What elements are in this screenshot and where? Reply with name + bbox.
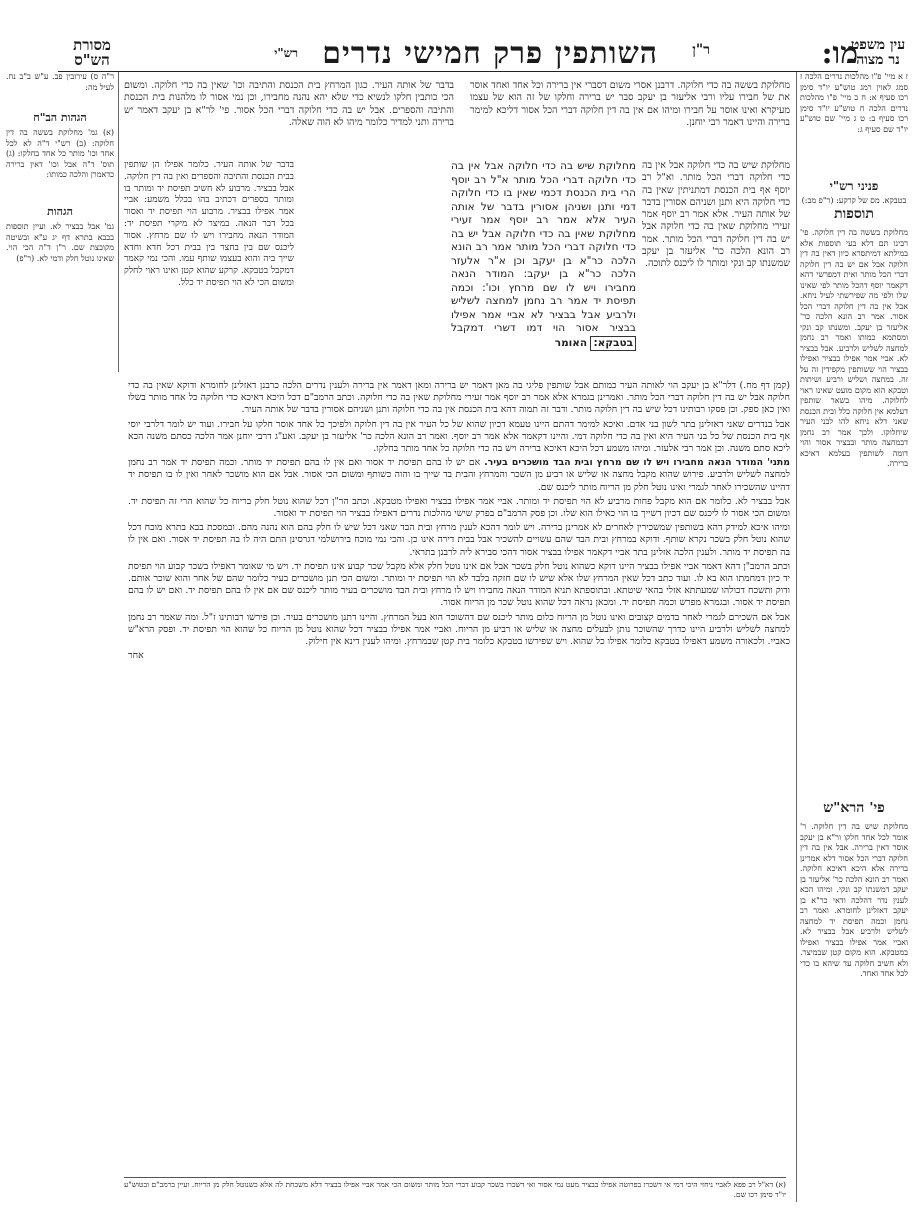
pnei-rashi-text: בטבקא. מס של קרקע: (ר"פ מב:) xyxy=(801,195,907,205)
pnei-rashi-title: פניני רש"י xyxy=(829,179,879,193)
ran-catchword: אחר xyxy=(128,650,144,662)
page-footnote: (א) דא"ל רב פפא לאביי ניחזי היכי דמי אי דשכרו בפרוטה אפילו בבציר מעט נמי אסור ואי דשכרו בשכר קבוע דברי הכל מותר ומשום הכי אמר אביי אפילו בבציר דלא משכחת לה אלא כשנוטל חלק מן הריוח. ועיין ברמב"ם ובטוש"ע יו"ד סימן רכו שם. xyxy=(124,1177,786,1199)
ran-bottom-column xyxy=(128,380,790,1210)
ein-mishpat-heading: עין משפט נר מצוה xyxy=(850,37,906,68)
page-header xyxy=(58,36,906,72)
ran-side-column: מחלוקת שיש בה כדי חלוקה אבל אין בה כדי חלוקה דברי הכל מותר. וא"ל רב יוסף אף בית הכנסת דמתניתין שאין בה כדי חלוקה היא ותנן ושניהם אסורין בדבר של אותה העיר. אלא אמר רב יוסף אמר זעירי מחלוקת שאין בה כדי חלוקה אבל יש בה דין חלוקה דברי הכל מותר. אמר רב הונא הלכה כר' אליעזר בן יעקב שמשנתו קב ונקי ומותר לו ליכנס לתוכה. xyxy=(642,160,790,270)
gemara-next-word: האומר xyxy=(554,336,588,349)
margin-divider-left xyxy=(118,72,119,372)
ran-paragraph: וכתב הרמב"ן דהא דאמר אביי אפילו בבציר היינו דוקא כשהוא נוטל חלק בשכר אבל אם אינו נוטל חלק אלא מקבל שכר קבוע אינו תפיסת יד. ויש מי שאומר דאפילו בשכר קבוע הוי תפיסת יד כיון דמחמתו הוא בא לו. ועוד כתב דכל שאין המרחץ שלו אלא שיש לו שם חזקה בלבד לא הוי תפיסת יד ומותר. ומשום הכי תנן מושכרים בעיר כלומר שהם של אחר והוא שוכר אותם. ודוק ותשכח דכולהו שמעתתא אזלי בהאי שיטתא. ובתוספתא תניא המודר הנאה מחבירו ויש לו מרחץ ובית הבד מושכרים בעיר מותר ליכנס שם אם אין לו בהם תפיסת יד. ואם יש לו בהם תפיסת יד אסור. ובגמרא מפרש וכמה תפיסת יד. ומכאן נראה דכל שהוא נוטל שכר מן הריוח אסור. xyxy=(128,560,790,609)
gemara-boxed-word: בטבקא: xyxy=(590,336,636,352)
ran-paragraph: אבל בנדרים שאני דאזלינן בתר לשון בני אדם. ואיכא למימר דהתם היינו טעמא דכיון שהוא של כל העיר אין בה דין חלוקה ולפיכך כל אחד אוסר חלקו על חבירו. ועוד יש לומר דלרבי יוסי אף בית הכנסת של כל בני העיר היא ואין בה כדי חלוקה דמי. והיינו דקאמר אלא אמר רב יוסף. ואמר רב הונא הלכה כר' אליעזר בן יעקב. ואע"ג דרבי יוחנן אמר הלכה כסתם משנה הכא ליכא סתם משנה. וכן אמר רבי אלעזר. ומיהו משמע דכל היכא דאיכא ברירה ויש בה כדי חלוקה כל אחד מותר בחלקו. xyxy=(128,418,790,455)
hagahot-bach-column: (א) גמ' מחלוקת בששה בה דין חלוקה: (ב) רש"י ד"ה לא לכל אחד וכו' מותר כל אחד בחלקו: (ג) תוס' ד"ה אבל וכו' דאין ברירה כדאמרן והלכה כמותו: xyxy=(6,128,114,179)
hagahot-bach-title: הגהות הב"ח xyxy=(33,112,87,124)
rashi-column: בדבר של אותה העיר. כלומר אפילו הן שותפין בבית הכנסת והתיבה והספרים ואין בה דין חלוקה. אבל בבציר. מרבוע לא חשיב תפיסת יד ומותר בו ומותר בספרים דכתיב בהו בכלל משמע: אביי אמר אפילו בבציר. מרבוע הוי תפיסת יד ואסור בכל דבר הנאה. במיצר לא מיקרי תפיסת יד: המודר הנאה מחבירו ויש לו שם מרחץ. אסור ליכנס שם בין בחצר בין בבית דכל חדא וחדא שייך ביה והוא בעצמו שותף עמו. והכי נמי קאמר דמקבל בטבקא. קרקע שהוא קטן ואינו ראוי לחלק ומשום הכי לא הוי תפיסת יד כלל. xyxy=(124,160,294,288)
rosh-title: פי' הרא"ש xyxy=(823,802,885,815)
ein-mishpat-column: ז א מיי' פ"ו מהלכות נדרים הלכה ז סמג לאוין רמג טוש"ע יו"ד סימן רכו סעיף א: ח ב מיי' פ"ו מהלכות נדרים הלכה ח טוש"ע יו"ד סימן רכו סעיף ב: ט ג מיי' שם טוש"ע יו"ד שם סעיף ג: xyxy=(800,72,908,134)
ran-paragraph: ומיהו איכא למידק דהא בשותפין שמשכירין לאחרים לא אמרינן ברירה. ויש לומר דהכא לענין מרחץ ובית הבד שאני דכל שיש לו חלק בהם הוא נהנה מהם. ובמסכת בבא בתרא מוכח דכל שהוא נוטל חלק בשכר נקרא שותף. ודוקא במרחץ ובית הבד שהם עשויים להשכיר אבל בבית דירה אינו כן. והכי נמי מוכח בירושלמי דגרסינן התם היה לו בה תפיסת יד אסור. ואם אין לו בה תפיסת יד מותר. ולענין הלכה אזלינן בתר אביי דקאמר אפילו בבציר אסור דהכי סבירא ליה לרבנן בתראי. xyxy=(128,522,790,558)
ran-label: ר"ן xyxy=(692,42,710,58)
rashi-top-left: בדבר של אותה העיר. כגון המרחץ בית הכנסת והתיבה וכו' שאין בה כדי חלוקה. ומשום הכי כותבין חלקו לנשיא כדי שלא יהא נהנה מחבירו, וכן נמי אסור לו מלהנות בית הכנסת והתיבה והספרים. אבל יש בה כדי חלוקה דברי הכל אסור. פי' לר"א בן יעקב דאמר יש ברירה ותני למדיר כלומר מיהו לא הוה שאלה. xyxy=(124,80,454,128)
hagahot-title: הגהות xyxy=(47,206,73,218)
masoret-hashas-heading: מסורת הש"ס xyxy=(73,36,111,69)
ran-top-right: מחלוקת בששה בה כדי חלוקה. דרבנן אסרי משום דסברי אין ברירה וכל אחד ואחד אוסר את של חבירו עליו ורבי אליעזר בן יעקב סבר יש ברירה וחלקו של זה הוא של עצמו מעיקרא ואינו אוסר על חבירו ומיהו אם אין בה דין חלוקה דברי הכל אסור דליכא למימר ברירה והיינו דאמר רבי יוחנן. xyxy=(470,80,790,128)
masoret-hashas-column: ר"ה ס) עירובין פב. ע"ש ב"ב נח. לעיל מה: xyxy=(6,72,114,92)
ran-paragraph: אבל אם השכירם לגמרי לאחר בדמים קצובים ואינו נוטל מן הריוח כלום מותר ליכנס שם דהשוכר הוא בעל המרחץ. והיינו דתנן מושכרים בעיר. וכן פירשו רבותינו ז"ל. ומה שאמר רב נחמן למחצה לשליש ולרביע היינו כדרך שהשוכר נותן לבעלים מחצה או שליש או רביע מן הריוח. ואביי אמר אפילו בבציר דכל שהוא נוטל מן הריוח כל שהוא הוי תפיסת יד. ופסק הרא"ש כאביי. ולכאורה משמע דאפילו בטבקא כלומר אפילו כל שהוא. ויש שפירשו בטבקא כלומר בית קטן שבמרחץ. ומיהו לענין דינא אין חילוק. xyxy=(128,611,790,648)
gemara-text xyxy=(451,160,636,375)
rosh-column: מחלוקת שיש בה דין חלוקה. ר' אומר לכל אחד חלקו ור"א בן יעקב אוסר דאין ברירה. אבל אין בה דין חלוקה דברי הכל אסור דלא אמרינן ברירה אלא היכא דאיכא חלוקה. ואמר רב הונא הלכה כר' אליעזר בן יעקב דמשנתו קב ונקי. ומיהו הכא לענין נדר דהלכה ודאי כר"א בן יעקב דאזלינן לחומרא. ואמר רב נחמן וכמה תפיסת יד למחצה לשליש ולרביע אבל בבציר לא. ואביי אמר אפילו בבציר ואפילו במטבקא. הוא מקום קטן שבמיצר. ולא חשיב חלוקה עד שיהא בו כדי לכל אחד ואחד. xyxy=(800,822,908,978)
tosafot-column: מחלוקת בששה בה דין חלוקה. פי' רבינו תם דלא בעי תוספות אלא במילתא דמיתסרא כיון דאין בה דין חלוקה אבל אם יש בה דין חלוקה דברי הכל מותר ואית דמפרשי דהא דקאמר יוסף דהכל מותר לפי שאינו שלו ולפי מה שפירשתי לעיל ניחא. אבל אין בה דין חלוקה דברי הכל אסור. אמר רב הונא הלכה כר' אליעזר בן יעקב. ומשנתו קב ונקי ומסתמא כמותו ואמר רב נחמן למחצה לשליש ולרביע. אבל בבציר לא. אביי אמר אפילו בבציר ואפילו בבציר הוי ששותפין מקפידין זה על זה. במחצה ושליש ורביע ושיתות וטבקא הוא מקום מועט שאינו ראוי לחלוקה. מיהו בשאר שותפין דעלמא אין חלוקה כלל ובית הכנסת שאני דלא ניחא להו לבני העיר שיחלוקו. ולכך אמר רב נחמן דבמחצה מותר ובבציר אסור והוי דומה לשותפין בעלמא דאיכא ברירה. xyxy=(800,228,908,468)
ran-paragraph: אבל בבציר לא. כלומר אם הוא מקבל פחות מרביע לא הוי תפיסת יד ומותר. אביי אמר אפילו בבציר ואפילו מטבקא. וכתב הר"ן דכל שהוא נוטל חלק בריוח כל שהוא הרי זה תפיסת יד. ומשום הכי אסור לו ליכנס שם דכיון דשייך בו הוי כאילו הוא שלו. וכן פסק הרמב"ם בפרק שישי מהלכות נדרים דאפילו בבציר הוי תפיסת יד ואסור. xyxy=(128,495,790,520)
daf-number: מו: xyxy=(821,36,858,71)
gemara-body: מחלוקת שיש בה כדי חלוקה אבל אין בה כדי חלוקה דברי הכל מותר א"ל רב יוסף הרי בית הכנסת דכמי שאין בו כדי חלוקה דמי ותנן ושניהן אסורין בדבר של אותה העיר אלא אמר רב יוסף אמר זעירי מחלוקת שאין בה כדי חלוקה אבל יש בה כדי חלוקה דברי הכל מותר אמר רב הונא הלכה כר"א בן יעקב וכן א"ר אלעזר הלכה כר"א בן יעקב: המודר הנאה מחבירו ויש לו שם מרחץ וכו': וכמה תפיסת יד אמר רב נחמן למחצה לשליש ולרביע אבל בבציר לא אביי אמר אפילו בבציר אסור הוי דמו דשרי דמקבל xyxy=(451,160,636,334)
chapter-title: השותפין פרק חמישי נדרים xyxy=(322,36,658,71)
tosafot-title: תוספות xyxy=(834,208,874,221)
ran-mishna-heading: מתני' המודר הנאה מחבירו ויש לו שם מרחץ ובית הבד מושכרים בעיר. xyxy=(484,457,790,469)
rashi-label: רש"י xyxy=(274,46,298,60)
ran-mishna-text: אם יש לו בהם תפיסת יד אסור ואם אין לו בהם תפיסת יד מותר. וכמה תפיסת יד אמר רב נחמן למחצה לשליש ולרביע. פירוש שהוא מקבל מחצה או שליש או רביע מן השכר והמרחץ והבית בד שייך בו והוה כשותף ומשום הכי אסור. אבל אם הוא מושכר לאחר ואין לו בו תפיסת יד דהיינו שהשכירו לאחר לגמרי ואינו נוטל חלק מן הריוח מותר ליכנס שם. xyxy=(128,457,790,493)
hagahot-column: גמ' אבל בבציר לא. ועיין תוספות בבבא בתרא דף יג ע"א ובשיטה מקובצת שם. ר"ן ד"ה הכי הוי. שאינו נוטל חלק ודמי לא. (ר"פ) xyxy=(6,222,114,263)
margin-divider-right xyxy=(796,72,797,1202)
ran-paragraph-mishna xyxy=(128,457,790,494)
ran-paragraph: (קמן דף מח.) דלר"א בן יעקב הוי לאותה העיר כמותם אבל שותפין פליגי בה מאן דאמר יש ברירה ומאן דאמר אין ברירה ולענין נדרים הלכה כרבנן דאזלינן לחומרא ודוקא שאין בה כדי חלוקה אבל יש בה דין חלוקה דברי הכל מותר. ואמרינן בגמרא אלא אמר רב יוסף אמר זעירי מחלוקת שאין בה כדי חלוקה. וכתב הרמב"ם דכל היכא דאיכא כדי חלוקה כל אחד מותר בשלו ואין כאן ספק. וכן פסקו רבותינו דכל שיש בה דין חלוקה מותר. ודבר זה תמוה דהא בית הכנסת אין בה כדי חלוקה ותנן ושניהם אסורין בדבר של אותה העיר. xyxy=(128,380,790,416)
